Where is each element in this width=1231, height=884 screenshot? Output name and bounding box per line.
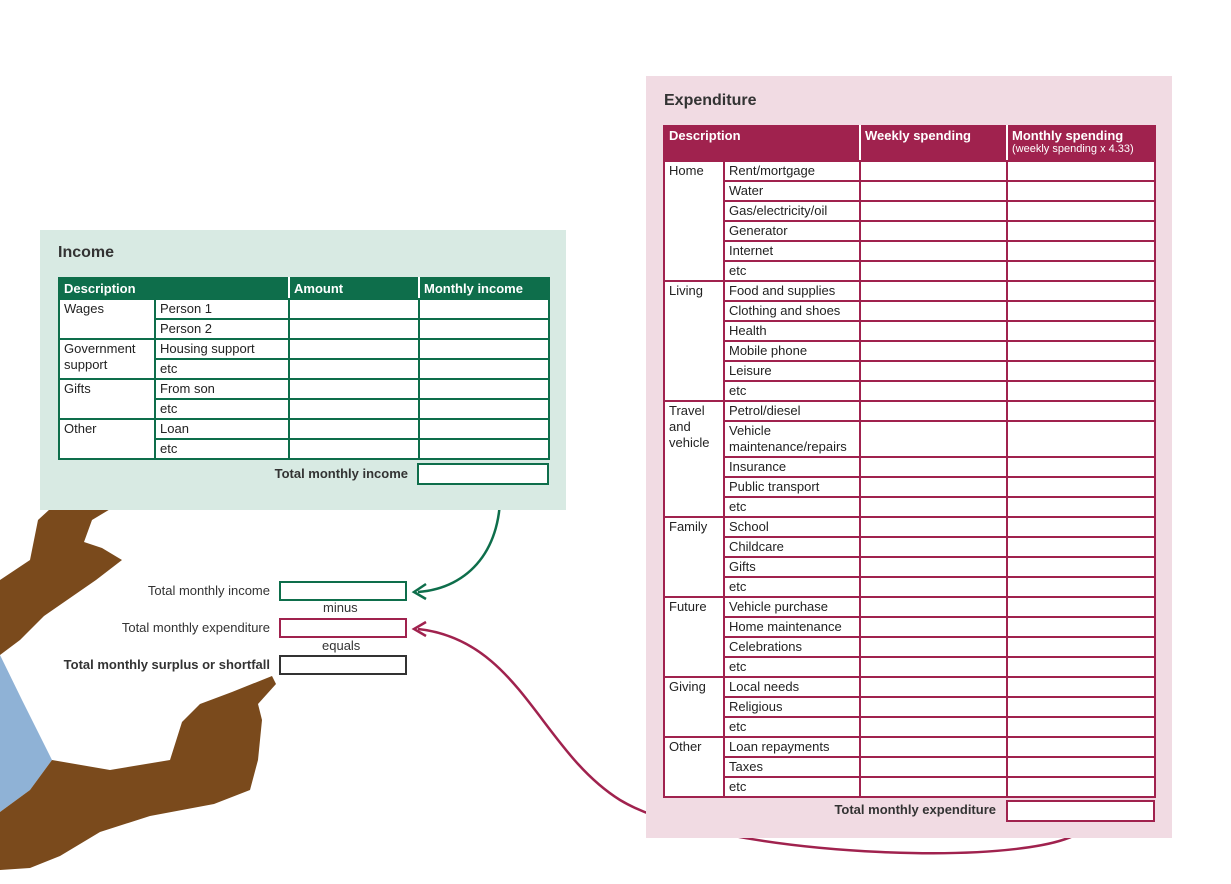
expenditure-item: Celebrations (724, 637, 860, 657)
expenditure-item: Food and supplies (724, 281, 860, 301)
expenditure-item: Home maintenance (724, 617, 860, 637)
expenditure-value-cell-1[interactable] (860, 637, 1007, 657)
expenditure-value-cell-2[interactable] (1007, 281, 1155, 301)
expenditure-value-cell-2[interactable] (1007, 697, 1155, 717)
expenditure-row (664, 341, 1155, 361)
expenditure-row (664, 777, 1155, 797)
expenditure-value-cell-1[interactable] (860, 161, 1007, 181)
expenditure-item: Insurance (724, 457, 860, 477)
expenditure-value-cell-1[interactable] (860, 517, 1007, 537)
expenditure-header-monthly (1007, 126, 1155, 161)
expenditure-value-cell-1[interactable] (860, 381, 1007, 401)
expenditure-value-cell-1[interactable] (860, 321, 1007, 341)
expenditure-value-cell-1[interactable] (860, 697, 1007, 717)
expenditure-row (664, 757, 1155, 777)
expenditure-total-field[interactable] (1006, 800, 1155, 822)
expenditure-item: Clothing and shoes (724, 301, 860, 321)
income-category: Gifts (59, 379, 155, 419)
expenditure-row (664, 161, 1155, 181)
expenditure-item: Public transport (724, 477, 860, 497)
summary-expenditure-field[interactable] (279, 618, 407, 638)
expenditure-value-cell-2[interactable] (1007, 517, 1155, 537)
income-value-cell-1[interactable] (289, 399, 419, 419)
income-value-cell-2[interactable] (419, 419, 549, 439)
expenditure-value-cell-2[interactable] (1007, 161, 1155, 181)
expenditure-value-cell-1[interactable] (860, 201, 1007, 221)
expenditure-value-cell-1[interactable] (860, 577, 1007, 597)
summary-expenditure-label: Total monthly expenditure (121, 620, 270, 635)
expenditure-value-cell-1[interactable] (860, 281, 1007, 301)
income-value-cell-1[interactable] (289, 299, 419, 319)
income-header-monthly: Monthly income (419, 278, 549, 299)
income-value-cell-1[interactable] (289, 339, 419, 359)
expenditure-item: Gas/electricity/oil (724, 201, 860, 221)
expenditure-row (664, 717, 1155, 737)
expenditure-category: Future (664, 597, 724, 677)
expenditure-value-cell-1[interactable] (860, 361, 1007, 381)
expenditure-value-cell-2[interactable] (1007, 221, 1155, 241)
expenditure-item: etc (724, 777, 860, 797)
expenditure-value-cell-2[interactable] (1007, 477, 1155, 497)
expenditure-header-monthly-label: Monthly spending (1012, 128, 1124, 143)
expenditure-row (664, 281, 1155, 301)
expenditure-row (664, 537, 1155, 557)
expenditure-row (664, 361, 1155, 381)
expenditure-item: Water (724, 181, 860, 201)
expenditure-value-cell-1[interactable] (860, 421, 1007, 457)
expenditure-value-cell-1[interactable] (860, 777, 1007, 797)
expenditure-value-cell-1[interactable] (860, 341, 1007, 361)
income-header-amount: Amount (289, 278, 419, 299)
expenditure-item: Petrol/diesel (724, 401, 860, 421)
expenditure-value-cell-2[interactable] (1007, 777, 1155, 797)
expenditure-value-cell-2[interactable] (1007, 677, 1155, 697)
summary-minus: minus (323, 600, 358, 615)
income-value-cell-2[interactable] (419, 299, 549, 319)
income-category: Wages (59, 299, 155, 339)
income-total-label: Total monthly income (274, 466, 408, 481)
expenditure-row (664, 381, 1155, 401)
expenditure-row (664, 181, 1155, 201)
expenditure-row (664, 737, 1155, 757)
expenditure-row (664, 261, 1155, 281)
income-item: etc (155, 359, 289, 379)
expenditure-value-cell-1[interactable] (860, 537, 1007, 557)
expenditure-value-cell-2[interactable] (1007, 421, 1155, 457)
expenditure-row (664, 517, 1155, 537)
summary-income-label: Total monthly income (147, 583, 270, 598)
expenditure-value-cell-2[interactable] (1007, 401, 1155, 421)
expenditure-value-cell-2[interactable] (1007, 457, 1155, 477)
expenditure-value-cell-2[interactable] (1007, 577, 1155, 597)
expenditure-item: Health (724, 321, 860, 341)
expenditure-value-cell-2[interactable] (1007, 321, 1155, 341)
income-value-cell-2[interactable] (419, 399, 549, 419)
expenditure-item: etc (724, 717, 860, 737)
expenditure-value-cell-2[interactable] (1007, 617, 1155, 637)
expenditure-item: Local needs (724, 677, 860, 697)
expenditure-category: Home (664, 161, 724, 281)
income-body (59, 299, 549, 459)
expenditure-item: etc (724, 261, 860, 281)
expenditure-row (664, 657, 1155, 677)
expenditure-value-cell-2[interactable] (1007, 537, 1155, 557)
income-value-cell-2[interactable] (419, 439, 549, 459)
expenditure-value-cell-1[interactable] (860, 457, 1007, 477)
expenditure-value-cell-2[interactable] (1007, 557, 1155, 577)
expenditure-item: Vehicle maintenance/repairs (724, 421, 860, 457)
expenditure-row (664, 577, 1155, 597)
expenditure-value-cell-2[interactable] (1007, 637, 1155, 657)
expenditure-row (664, 421, 1155, 457)
summary-income-field[interactable] (279, 581, 407, 601)
expenditure-value-cell-2[interactable] (1007, 301, 1155, 321)
expenditure-value-cell-2[interactable] (1007, 597, 1155, 617)
expenditure-row (664, 597, 1155, 617)
expenditure-row (664, 401, 1155, 421)
expenditure-value-cell-2[interactable] (1007, 717, 1155, 737)
expenditure-value-cell-2[interactable] (1007, 381, 1155, 401)
expenditure-value-cell-1[interactable] (860, 261, 1007, 281)
income-item: etc (155, 439, 289, 459)
expenditure-row (664, 457, 1155, 477)
expenditure-row (664, 477, 1155, 497)
income-value-cell-2[interactable] (419, 319, 549, 339)
expenditure-item: Generator (724, 221, 860, 241)
expenditure-body (664, 161, 1155, 797)
expenditure-item: etc (724, 381, 860, 401)
income-item: Person 2 (155, 319, 289, 339)
expenditure-value-cell-1[interactable] (860, 677, 1007, 697)
expenditure-total-label: Total monthly expenditure (834, 802, 996, 817)
income-row (59, 299, 549, 319)
expenditure-item: Religious (724, 697, 860, 717)
expenditure-category: Travel and vehicle (664, 401, 724, 517)
expenditure-category: Giving (664, 677, 724, 737)
expenditure-value-cell-1[interactable] (860, 757, 1007, 777)
income-total-field[interactable] (417, 463, 549, 485)
summary-equals: equals (322, 638, 361, 653)
expenditure-item: School (724, 517, 860, 537)
expenditure-row (664, 557, 1155, 577)
income-category: Other (59, 419, 155, 459)
income-value-cell-2[interactable] (419, 379, 549, 399)
expenditure-value-cell-2[interactable] (1007, 261, 1155, 281)
expenditure-item: Rent/mortgage (724, 161, 860, 181)
expenditure-value-cell-2[interactable] (1007, 341, 1155, 361)
expenditure-category: Other (664, 737, 724, 797)
income-value-cell-1[interactable] (289, 359, 419, 379)
expenditure-row (664, 637, 1155, 657)
expenditure-item: etc (724, 577, 860, 597)
income-value-cell-1[interactable] (289, 319, 419, 339)
expenditure-value-cell-1[interactable] (860, 401, 1007, 421)
expenditure-row (664, 201, 1155, 221)
expenditure-row (664, 617, 1155, 637)
income-header-description: Description (59, 278, 289, 299)
income-value-cell-2[interactable] (419, 359, 549, 379)
expenditure-item: Loan repayments (724, 737, 860, 757)
expenditure-value-cell-1[interactable] (860, 497, 1007, 517)
expenditure-value-cell-2[interactable] (1007, 737, 1155, 757)
expenditure-title: Expenditure (664, 92, 757, 109)
expenditure-row (664, 697, 1155, 717)
expenditure-value-cell-2[interactable] (1007, 757, 1155, 777)
expenditure-row (664, 241, 1155, 261)
income-item: Housing support (155, 339, 289, 359)
income-category: Government support (59, 339, 155, 379)
expenditure-value-cell-1[interactable] (860, 557, 1007, 577)
income-item: Person 1 (155, 299, 289, 319)
expenditure-item: Leisure (724, 361, 860, 381)
expenditure-value-cell-1[interactable] (860, 221, 1007, 241)
income-value-cell-1[interactable] (289, 419, 419, 439)
expenditure-value-cell-2[interactable] (1007, 657, 1155, 677)
expenditure-value-cell-1[interactable] (860, 181, 1007, 201)
expenditure-header-monthly-note: (weekly spending x 4.33) (1012, 143, 1134, 155)
expenditure-item: Mobile phone (724, 341, 860, 361)
income-value-cell-1[interactable] (289, 379, 419, 399)
expenditure-row (664, 321, 1155, 341)
expenditure-value-cell-1[interactable] (860, 617, 1007, 637)
expenditure-header-description: Description (664, 126, 860, 161)
expenditure-value-cell-2[interactable] (1007, 241, 1155, 261)
expenditure-value-cell-1[interactable] (860, 737, 1007, 757)
income-value-cell-2[interactable] (419, 339, 549, 359)
expenditure-item: Internet (724, 241, 860, 261)
expenditure-value-cell-2[interactable] (1007, 361, 1155, 381)
expenditure-item: Gifts (724, 557, 860, 577)
expenditure-row (664, 301, 1155, 321)
income-row (59, 379, 549, 399)
expenditure-value-cell-1[interactable] (860, 597, 1007, 617)
income-item: etc (155, 399, 289, 419)
income-row (59, 419, 549, 439)
expenditure-row (664, 221, 1155, 241)
expenditure-header-weekly: Weekly spending (860, 126, 1007, 161)
expenditure-value-cell-1[interactable] (860, 717, 1007, 737)
expenditure-row (664, 497, 1155, 517)
expenditure-item: Childcare (724, 537, 860, 557)
expenditure-category: Family (664, 517, 724, 597)
expenditure-value-cell-1[interactable] (860, 477, 1007, 497)
income-row (59, 339, 549, 359)
expenditure-category: Living (664, 281, 724, 401)
summary-result-label: Total monthly surplus or shortfall (63, 657, 270, 672)
expenditure-row (664, 677, 1155, 697)
expenditure-value-cell-2[interactable] (1007, 181, 1155, 201)
expenditure-item: Taxes (724, 757, 860, 777)
expenditure-value-cell-1[interactable] (860, 657, 1007, 677)
income-item: Loan (155, 419, 289, 439)
expenditure-value-cell-2[interactable] (1007, 497, 1155, 517)
expenditure-item: etc (724, 657, 860, 677)
income-item: From son (155, 379, 289, 399)
expenditure-value-cell-1[interactable] (860, 301, 1007, 321)
income-title: Income (58, 244, 115, 261)
expenditure-value-cell-2[interactable] (1007, 201, 1155, 221)
summary-result-field[interactable] (279, 655, 407, 675)
expenditure-table (663, 125, 1156, 798)
income-table (58, 277, 550, 460)
expenditure-value-cell-1[interactable] (860, 241, 1007, 261)
income-value-cell-1[interactable] (289, 439, 419, 459)
expenditure-item: Vehicle purchase (724, 597, 860, 617)
expenditure-item: etc (724, 497, 860, 517)
